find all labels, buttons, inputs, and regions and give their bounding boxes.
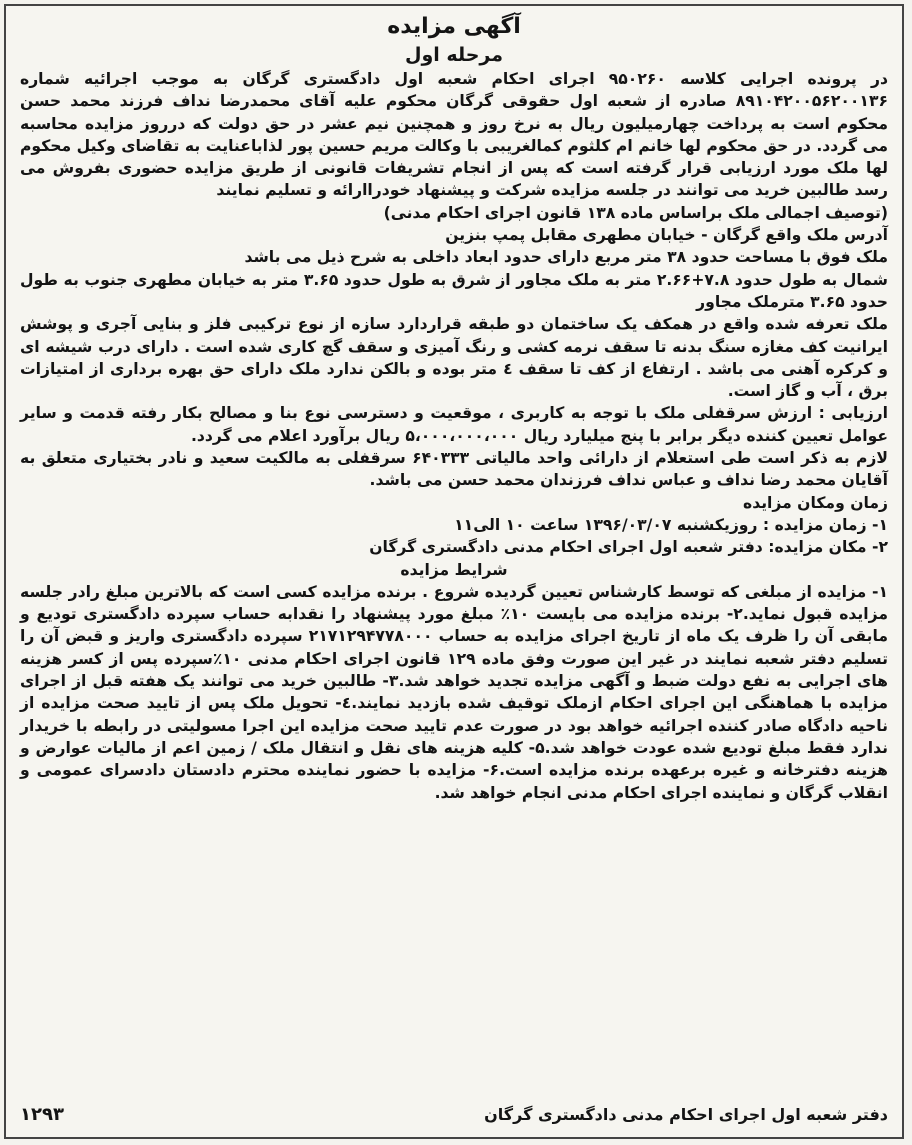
property-address: آدرس ملک واقع گرگان - خیابان مطهری مقابل پمپ بنزین xyxy=(445,226,888,245)
notice-subtitle: مرحله اول xyxy=(405,44,503,66)
signature-line: دفتر شعبه اول اجرای احکام مدنی دادگستری گرگان xyxy=(484,1105,888,1124)
property-bounds: شمال به طول حدود ۷.۸+۲.۶۶ متر به ملک مجاور از شرق به طول حدود ۳.۶۵ متر به خیابان مطهری جنوب به طول حدود ۳.۶۵ مترملک مجاور xyxy=(20,270,888,311)
ownership-note: لازم به ذکر است طی استعلام از دارائی واحد مالیاتی ۶۴۰۳۳۳ سرقفلی به مالکیت سعید و نادر بختیاری متعلق به آقایان محمد رضا نداف و عباس نداف فرزندان محمد حسن می باشد. xyxy=(20,449,888,490)
time-place-header: زمان ومکان مزایده xyxy=(742,493,888,512)
notice-footer xyxy=(20,1104,888,1125)
description-header: (توصیف اجمالی ملک براساس ماده ۱۳۸ قانون اجرای احکام مدنی) xyxy=(383,203,888,222)
notice-body xyxy=(6,6,902,804)
auction-time: ۱- زمان مزایده : روزیکشنبه ۱۳۹۶/۰۳/۰۷ ساعت ۱۰ الی۱۱ xyxy=(454,515,888,534)
conditions-paragraph: ۱- مزایده از مبلغی که توسط کارشناس تعیین گردیده شروع . برنده مزایده کسی است که بالاترین مبلغ رادر جلسه مزایده قبول نماید.۲- برنده مزایده می بایست ۱۰٪ مبلغ مورد پیشنهاد را نقدابه حساب سپرده دادگستری تودیع و مابقی آن را ظرف یک ماه از تاریخ اجرای مزایده به حساب ۲۱۷۱۲۹۴۷۷۸۰۰۰ سپرده دادگستری واریز و قبض آن را تسلیم دفتر شعبه نمایند در غیر این صورت وفق ماده ۱۲۹ قانون اجرای احکام مدنی ۱۰٪سپرده پس از کسر هزینه های اجرایی به نفع دولت ضبط و آگهی مزایده تجدید خواهد شد.۳- طالبین خرید می توانند یک هفته قبل از اجرای مزایده با هماهنگی این اجرای احکام ازملک توقیف شده بازدید نمایند.٤- تحویل ملک پس از تایید صحت مزایده از ناحیه دادگاه صادر کننده اجرائیه خواهد بود در صورت عدم تایید صحت مزایده این اجرا مسولیتی در رابطه با خریدار ندارد فقط مبلغ تودیع شده عودت خواهد شد.۵- کلیه هزینه های نقل و انتقال ملک / زمین اعم از مالیات عوارض و هزینه دفترخانه و غیره برعهده برنده مزایده است.۶- مزایده با حضور نماینده محترم دادستان دادسرای عمومی و انقلاب گرگان و نماینده اجرای احکام مدنی انجام خواهد شد. xyxy=(20,582,889,802)
auction-place: ۲- مکان مزایده: دفتر شعبه اول اجرای احکام مدنی دادگستری گرگان xyxy=(369,538,888,557)
intro-paragraph: در پرونده اجرایی کلاسه ۹۵۰۲۶۰ اجرای احکام شعبه اول دادگستری گرگان به موجب اجرائیه شماره ۸۹۱۰۴۲۰۰۵۶۲۰۰۱۳۶ صادره از شعبه اول حقوقی گرگان محکوم علیه آقای محمدرضا نداف فرزند محمد حسن محکوم است به پرداخت چهارمیلیون ریال به نرخ روز و همچنین نیم عشر در حق دولت که درروز مزایده محاسبه می گردد. در حق محکوم لها خانم ام کلثوم کمالغریبی با وکالت مریم حسین پور لذاباعنایت به تقاضای وکیل محکوم لها ملک مورد ارزیابی قرار گرفته است که پس از انجام تشریفات قانونی از طریق مزایده حضوری بفروش می رسد طالبین خرید می توانند در جلسه مزایده شرکت و پیشنهاد خودراارائه و تسلیم نمایند xyxy=(20,70,888,200)
valuation-paragraph: ارزیابی : ارزش سرقفلی ملک با توجه به کاربری ، موقعیت و دسترسی نوع بنا و مصالح بکار رفته قدمت و سایر عوامل تعیین کننده دیگر برابر با پنج میلیارد ریال ۵،۰۰۰،۰۰۰،۰۰۰ ریال برآورد اعلام می گردد. xyxy=(20,404,888,445)
property-area: ملک فوق با مساحت حدود ۳۸ متر مربع دارای حدود ابعاد داخلی به شرح ذیل می باشد xyxy=(244,248,888,267)
notice-frame xyxy=(4,4,904,1139)
building-description: ملک تعرفه شده واقع در همکف یک ساختمان دو طبقه قراردارد سازه از نوع ترکیبی فلز و بنایی آجری و پوشش ایرانیت کف مغازه سنگ بدنه تا سقف نرمه کشی و رنگ آمیزی و سقف گچ کاری شده است . دارای درب شیشه ای و کرکره آهنی می باشد . ارتفاع از کف تا سقف ٤ متر بوده و بالکن ندارد ملک دارای حق بهره برداری از امتیازات برق ، آب و گاز است. xyxy=(20,315,889,401)
notice-title: آگهی مزایده xyxy=(387,14,521,39)
conditions-header: شرایط مزایده xyxy=(400,560,508,579)
notice-number: ۱۲۹۳ xyxy=(20,1104,64,1125)
